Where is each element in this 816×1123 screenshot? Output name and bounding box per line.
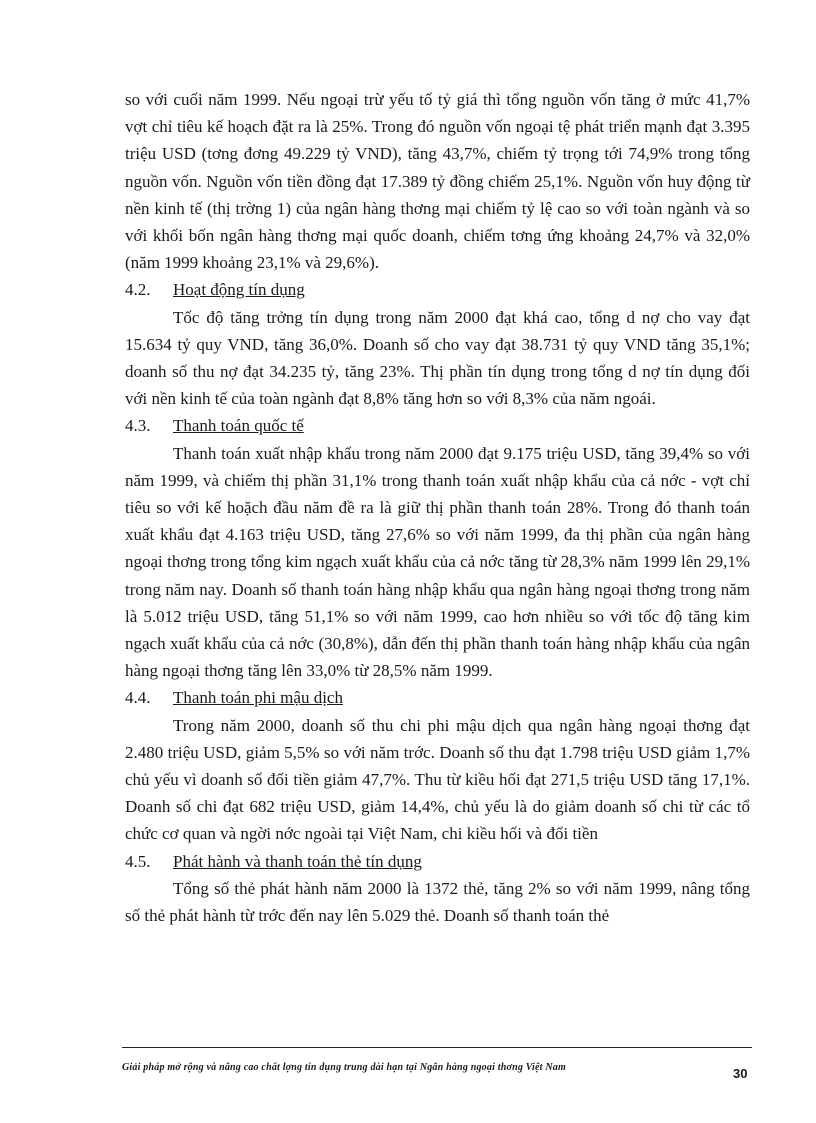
- body-text: [125, 86, 750, 929]
- paragraph-credit-cards: Tổng số thẻ phát hành năm 2000 là 1372 thẻ, tăng 2% so với năm 1999, nâng tổng số thẻ phát hành từ trớc đến nay lên 5.029 thẻ. Doanh số thanh toán thẻ: [125, 878, 750, 926]
- section-number: 4.3.: [125, 416, 151, 436]
- section-heading-4-3: [125, 412, 750, 439]
- section-heading-4-5: [125, 848, 750, 875]
- paragraph-non-trade-payment: Trong năm 2000, doanh số thu chi phi mậu dịch qua ngân hàng ngoại thơng đạt 2.480 triệu USD, giảm 5,5% so với năm trớc. Doanh số thu đạt 1.798 triệu USD giảm 1,7% chủ yếu vì doanh số đổi tiền giảm 47,7%. Thu từ kiều hối đạt 271,5 triệu USD tăng 17,1%. Doanh số chi đạt 682 triệu USD, giảm 14,4%, chủ yếu là do giảm doanh số chi từ các tổ chức cơ quan và ngời nớc ngoài tại Việt Nam, chi kiều hối và đổi tiền: [125, 715, 750, 844]
- section-number: 4.2.: [125, 280, 151, 300]
- paragraph-funding: so với cuối năm 1999. Nếu ngoại trừ yếu tố tỷ giá thì tổng nguồn vốn tăng ở mức 41,7% vợt chỉ tiêu kế hoạch đặt ra là 25%. Trong đó nguồn vốn ngoại tệ phát triển mạnh đạt 3.395 triệu USD (tơng đơng 49.229 tỷ VND), tăng 43,7%, chiếm tỷ trọng tới 74,9% trong tổng nguồn vốn. Nguồn vốn tiền đồng đạt 17.389 tỷ đồng chiếm 25,1%. Nguồn vốn huy động từ nền kinh tế (thị trờng 1) của ngân hàng thơng mại chiếm tỷ lệ cao so với toàn ngành và so với khối bốn ngân hàng thơng mại quốc doanh, chiếm tơng ứng khoảng 24,7% và 32,0% (năm 1999 khoảng 23,1% và 29,6%).: [125, 90, 750, 273]
- paragraph-credit: Tốc độ tăng trởng tín dụng trong năm 2000 đạt khá cao, tổng d nợ cho vay đạt 15.634 tỷ quy VND, tăng 36,0%. Doanh số cho vay đạt 38.731 tỷ quy VND tăng 35,1%; doanh số thu nợ đạt 34.235 tỷ, tăng 23%. Thị phần tín dụng trong tổng d nợ tín dụng đối với nền kinh tế của toàn ngành đạt 8,8% tăng hơn so với 8,3% của năm ngoái.: [125, 307, 750, 409]
- page-number: 30: [733, 1066, 748, 1081]
- section-heading-4-4: [125, 684, 750, 711]
- section-title: Hoạt động tín dụng: [173, 280, 305, 300]
- section-title: Phát hành và thanh toán thẻ tín dụng: [173, 851, 422, 871]
- footer-title: Giải pháp mở rộng và nâng cao chất lợng tín dụng trung dài hạn tại Ngân hàng ngoại thơng Việt Nam: [122, 1062, 566, 1073]
- section-heading-4-2: [125, 276, 750, 303]
- paragraph-international-payment: Thanh toán xuất nhập khẩu trong năm 2000 đạt 9.175 triệu USD, tăng 39,4% so với năm 1999, và chiếm thị phần 31,1% trong thanh toán xuất nhập khẩu của cả nớc - vợt chỉ tiêu so với kế hoặch đầu năm đề ra là giữ thị phần thanh toán 28%. Trong đó thanh toán xuất khẩu đạt 4.163 triệu USD, tăng 27,6% so với năm 1999, đa thị phần của ngân hàng ngoại thơng trong tổng kim ngạch xuất khẩu của cả nớc tăng từ 28,3% năm 1999 lên 29,1% trong năm nay. Doanh số thanh toán hàng nhập khẩu qua ngân hàng ngoại thơng trong năm là 5.012 triệu USD, tăng 51,1% so với năm 1999, cao hơn nhiều so với tốc độ tăng kim ngạch xuất khẩu của cả nớc (30,8%), dẫn đến thị phần thanh toán hàng nhập khẩu của ngân hàng ngoại thơng tăng lên 33,0% từ 28,5% năm 1999.: [125, 443, 750, 681]
- section-title: Thanh toán quốc tế: [173, 416, 304, 436]
- section-title: Thanh toán phi mậu dịch: [173, 688, 343, 708]
- footer-divider: [122, 1047, 752, 1048]
- section-number: 4.4.: [125, 688, 151, 708]
- section-number: 4.5.: [125, 851, 151, 871]
